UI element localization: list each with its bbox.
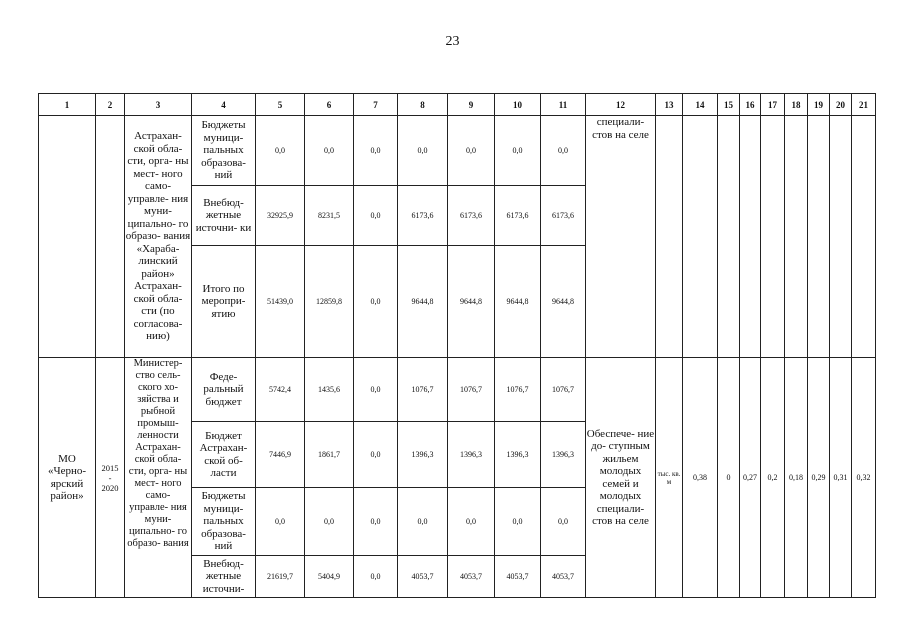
- value-cell: 1396,3: [495, 422, 541, 488]
- value-cell: 8231,5: [305, 186, 354, 246]
- header-cell: 14: [683, 94, 718, 116]
- indicator-cell: 0,18: [785, 358, 808, 598]
- header-cell: 16: [740, 94, 761, 116]
- value-cell: 4053,7: [448, 556, 495, 598]
- header-row: [39, 94, 876, 116]
- funding-source: Внебюд- жетные источни- ки: [192, 186, 256, 246]
- empty-cell: [718, 116, 740, 358]
- value-cell: 1861,7: [305, 422, 354, 488]
- value-cell: 0,0: [448, 116, 495, 186]
- value-cell: 51439,0: [256, 246, 305, 358]
- header-cell: 2: [96, 94, 125, 116]
- period-end: 2020: [101, 482, 119, 493]
- value-cell: 1396,3: [541, 422, 586, 488]
- indicator-cell: 0,27: [740, 358, 761, 598]
- period-dash: -: [108, 472, 112, 483]
- funding-source: Бюджеты муници- пальных образова- ний: [192, 116, 256, 186]
- value-cell: 0,0: [354, 556, 398, 598]
- value-cell: 0,0: [354, 246, 398, 358]
- value-cell: 0,0: [354, 358, 398, 422]
- event-description: Обеспече- ние до- ступным жильем молодых семей и молодых специали- стов на селе: [586, 358, 656, 598]
- value-cell: 0,0: [354, 422, 398, 488]
- value-cell: 5404,9: [305, 556, 354, 598]
- period: [96, 358, 125, 598]
- funding-source: Итого по меропри- ятию: [192, 246, 256, 358]
- table-row: [39, 116, 876, 186]
- empty-cell: [785, 116, 808, 358]
- funding-source: Внебюд- жетные источни-: [192, 556, 256, 598]
- funding-source: Феде- ральный бюджет: [192, 358, 256, 422]
- value-cell: 0,0: [541, 488, 586, 556]
- value-cell: 7446,9: [256, 422, 305, 488]
- header-cell: 9: [448, 94, 495, 116]
- event-description: специали- стов на селе: [586, 116, 656, 358]
- header-cell: 1: [39, 94, 96, 116]
- value-cell: 0,0: [541, 116, 586, 186]
- value-cell: 5742,4: [256, 358, 305, 422]
- value-cell: 6173,6: [495, 186, 541, 246]
- budget-table: [38, 93, 876, 598]
- value-cell: 0,0: [354, 186, 398, 246]
- value-cell: 0,0: [448, 488, 495, 556]
- empty-cell: [830, 116, 852, 358]
- indicator-cell: 0,29: [808, 358, 830, 598]
- page-number: 23: [445, 34, 460, 49]
- header-cell: 20: [830, 94, 852, 116]
- header-cell: 11: [541, 94, 586, 116]
- responsible-executor: Астрахан- ской обла- сти, орга- ны мест- ного само- управле- ния муни- ципально- го образо- вания «Хараба- линский район» Астрахан- ской обла- сти (по согласова- нию): [125, 116, 192, 358]
- value-cell: 4053,7: [541, 556, 586, 598]
- header-cell: 10: [495, 94, 541, 116]
- header-cell: 18: [785, 94, 808, 116]
- value-cell: 0,0: [354, 116, 398, 186]
- value-cell: 9644,8: [541, 246, 586, 358]
- empty-cell: [96, 116, 125, 358]
- value-cell: 9644,8: [448, 246, 495, 358]
- value-cell: 0,0: [495, 116, 541, 186]
- value-cell: 1076,7: [541, 358, 586, 422]
- funding-source: Бюджет Астрахан- ской об- ласти: [192, 422, 256, 488]
- value-cell: 4053,7: [495, 556, 541, 598]
- value-cell: 1076,7: [448, 358, 495, 422]
- value-cell: 0,0: [256, 116, 305, 186]
- header-cell: 15: [718, 94, 740, 116]
- empty-cell: [852, 116, 876, 358]
- header-cell: 5: [256, 94, 305, 116]
- period-start: 2015: [101, 462, 119, 473]
- table-row: [39, 358, 876, 422]
- value-cell: 32925,9: [256, 186, 305, 246]
- header-cell: 7: [354, 94, 398, 116]
- empty-cell: [740, 116, 761, 358]
- indicator-cell: 0,32: [852, 358, 876, 598]
- empty-cell: [683, 116, 718, 358]
- value-cell: 0,0: [305, 488, 354, 556]
- header-cell: 17: [761, 94, 785, 116]
- header-cell: 21: [852, 94, 876, 116]
- value-cell: 6173,6: [398, 186, 448, 246]
- header-cell: 8: [398, 94, 448, 116]
- responsible-executor: Министер- ство сель- ского хо- зяйства и рыбной промыш- ленности Астрахан- ской обла- сти, орга- ны мест- ного само- управле- ния муни- ципально- го образо- вания: [125, 358, 192, 598]
- header-cell: 3: [125, 94, 192, 116]
- municipality: МО «Черно- ярский район»: [39, 358, 96, 598]
- header-cell: 4: [192, 94, 256, 116]
- indicator-cell: 0,2: [761, 358, 785, 598]
- unit-of-measure: тыс. кв. м: [656, 358, 683, 598]
- funding-source: Бюджеты муници- пальных образова- ний: [192, 488, 256, 556]
- value-cell: 1396,3: [398, 422, 448, 488]
- header-cell: 6: [305, 94, 354, 116]
- empty-cell: [39, 116, 96, 358]
- value-cell: 0,0: [398, 116, 448, 186]
- indicator-cell: 0,31: [830, 358, 852, 598]
- value-cell: 1435,6: [305, 358, 354, 422]
- value-cell: 9644,8: [398, 246, 448, 358]
- value-cell: 0,0: [398, 488, 448, 556]
- header-cell: 12: [586, 94, 656, 116]
- header-cell: 13: [656, 94, 683, 116]
- value-cell: 21619,7: [256, 556, 305, 598]
- value-cell: 1396,3: [448, 422, 495, 488]
- indicator-cell: 0,38: [683, 358, 718, 598]
- indicator-cell: 0: [718, 358, 740, 598]
- value-cell: 0,0: [305, 116, 354, 186]
- empty-cell: [656, 116, 683, 358]
- value-cell: 6173,6: [448, 186, 495, 246]
- value-cell: 1076,7: [495, 358, 541, 422]
- value-cell: 0,0: [495, 488, 541, 556]
- value-cell: 4053,7: [398, 556, 448, 598]
- value-cell: 1076,7: [398, 358, 448, 422]
- value-cell: 0,0: [354, 488, 398, 556]
- header-cell: 19: [808, 94, 830, 116]
- value-cell: 6173,6: [541, 186, 586, 246]
- value-cell: 9644,8: [495, 246, 541, 358]
- value-cell: 12859,8: [305, 246, 354, 358]
- empty-cell: [808, 116, 830, 358]
- empty-cell: [761, 116, 785, 358]
- value-cell: 0,0: [256, 488, 305, 556]
